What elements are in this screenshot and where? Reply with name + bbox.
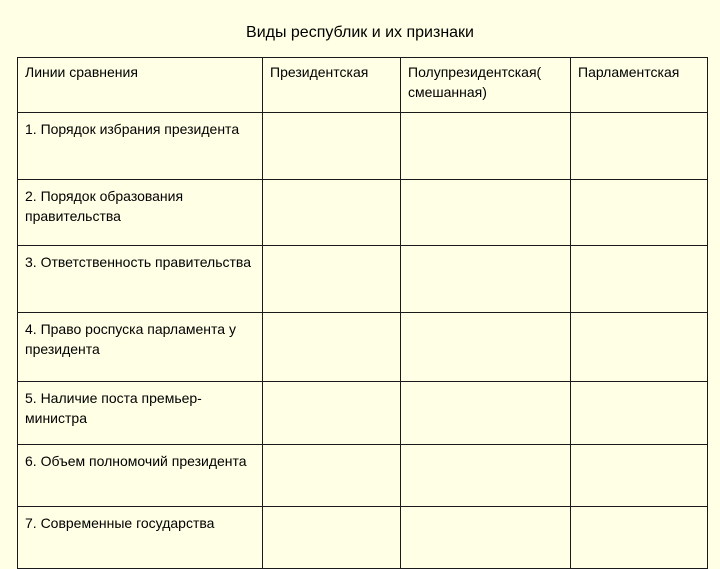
cell-presidential: [263, 180, 401, 246]
table-row: [18, 246, 708, 313]
cell-parliamentary: [571, 507, 708, 569]
cell-semi-presidential: [401, 445, 571, 507]
cell-presidential: [263, 313, 401, 382]
row-label: 4. Право роспуска парламента у президента: [18, 313, 263, 382]
row-label: 1. Порядок избрания президента: [18, 113, 263, 180]
row-label: 3. Ответственность правительства: [18, 246, 263, 313]
row-label: 6. Объем полномочий президента: [18, 445, 263, 507]
cell-semi-presidential: [401, 313, 571, 382]
table-row: [18, 180, 708, 246]
cell-parliamentary: [571, 382, 708, 445]
row-label: 2. Порядок образования правительства: [18, 180, 263, 246]
cell-semi-presidential: [401, 382, 571, 445]
table-row: [18, 113, 708, 180]
cell-parliamentary: [571, 313, 708, 382]
cell-semi-presidential: [401, 507, 571, 569]
cell-semi-presidential: [401, 113, 571, 180]
cell-parliamentary: [571, 445, 708, 507]
cell-semi-presidential: [401, 246, 571, 313]
cell-semi-presidential: [401, 180, 571, 246]
cell-presidential: [263, 382, 401, 445]
cell-parliamentary: [571, 246, 708, 313]
row-label: 5. Наличие поста премьер-министра: [18, 382, 263, 445]
header-presidential: Президентская: [263, 58, 401, 113]
table-header-row: [18, 58, 708, 113]
cell-presidential: [263, 246, 401, 313]
table-row: [18, 313, 708, 382]
cell-presidential: [263, 445, 401, 507]
table-row: [18, 445, 708, 507]
header-semi-presidential: Полупрезидентская( смешанная): [401, 58, 571, 113]
cell-presidential: [263, 113, 401, 180]
row-label: 7. Современные государства: [18, 507, 263, 569]
cell-presidential: [263, 507, 401, 569]
table-row: [18, 382, 708, 445]
comparison-table: [17, 57, 708, 569]
cell-parliamentary: [571, 113, 708, 180]
page-title: Виды республик и их признаки: [246, 24, 474, 41]
table-row: [18, 507, 708, 569]
header-comparison-lines: Линии сравнения: [18, 58, 263, 113]
header-parliamentary: Парламентская: [571, 58, 708, 113]
cell-parliamentary: [571, 180, 708, 246]
